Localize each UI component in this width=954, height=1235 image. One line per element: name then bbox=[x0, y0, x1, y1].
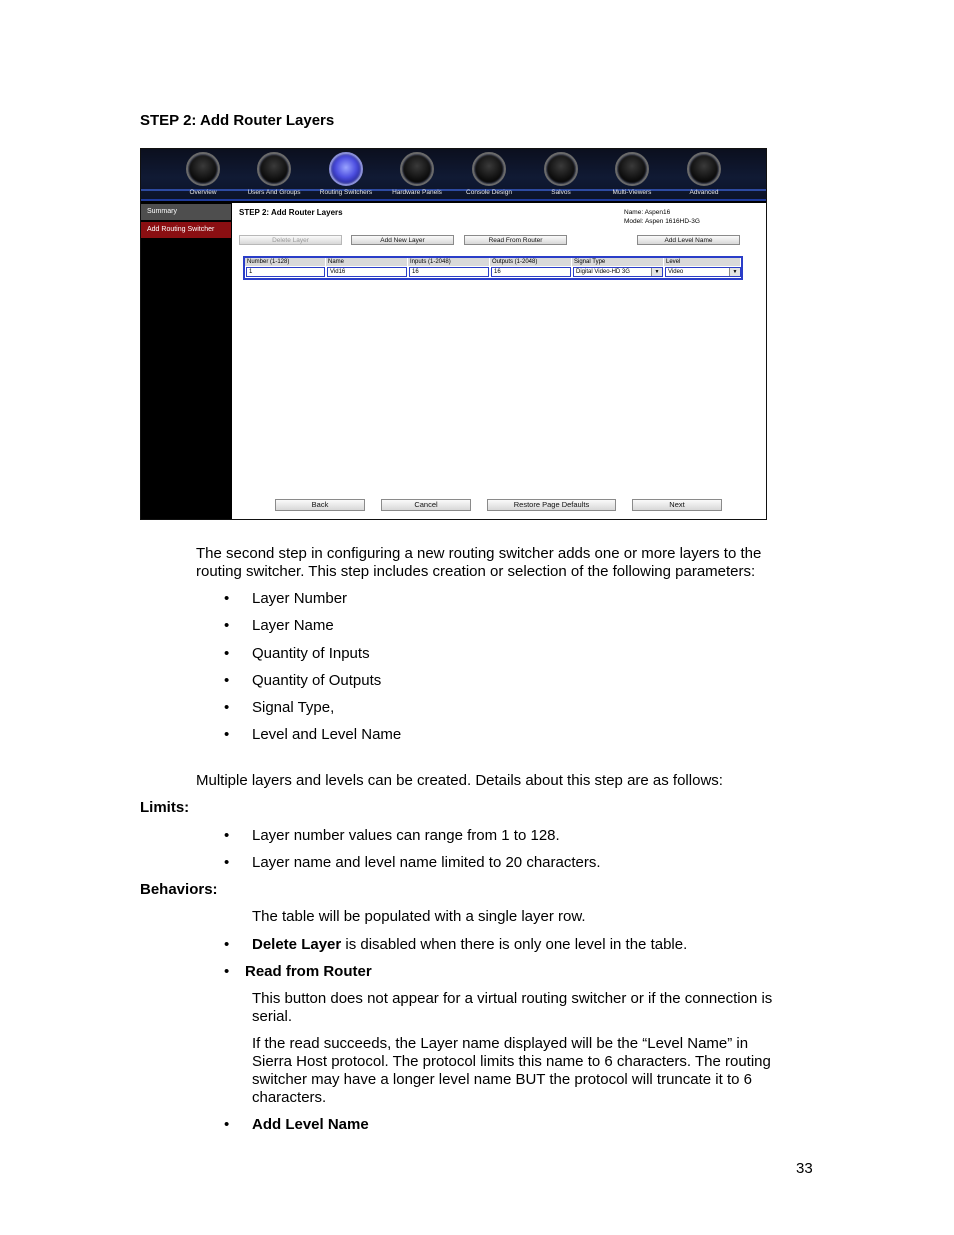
behaviors-heading: Behaviors: bbox=[140, 881, 218, 898]
list-item-text: Layer number values can range from 1 to 128. bbox=[252, 827, 560, 844]
nav-routing-switchers[interactable] bbox=[310, 152, 382, 199]
bullet-icon: • bbox=[224, 672, 230, 689]
nav-label: Users And Groups bbox=[247, 189, 301, 196]
read-from-router-button[interactable]: Read From Router bbox=[464, 235, 567, 245]
column-header: Level bbox=[664, 258, 741, 266]
list-item bbox=[224, 617, 624, 635]
delete-layer-label: Delete Layer bbox=[252, 936, 342, 953]
list-item-text: Layer name and level name limited to 20 characters. bbox=[252, 854, 601, 871]
orb-icon bbox=[615, 152, 649, 186]
chevron-down-icon[interactable]: ▼ bbox=[651, 268, 662, 276]
nav-users-and-groups[interactable] bbox=[238, 152, 310, 199]
orb-icon bbox=[329, 152, 363, 186]
inputs-input[interactable]: 16 bbox=[409, 267, 489, 277]
page-number: 33 bbox=[796, 1160, 813, 1177]
back-button[interactable]: Back bbox=[275, 499, 365, 511]
read-para-line: If the read succeeds, the Layer name displayed will be the “Level Name” in bbox=[252, 1035, 749, 1052]
read-para-line: Sierra Host protocol. The protocol limits this name to 6 characters. The routing bbox=[252, 1053, 771, 1070]
column-header: Signal Type bbox=[572, 258, 664, 266]
orb-icon bbox=[400, 152, 434, 186]
nav-divider bbox=[141, 199, 766, 201]
read-para-line: serial. bbox=[252, 1008, 293, 1025]
nav-label: Hardware Panels bbox=[392, 189, 442, 196]
list-item bbox=[224, 672, 624, 690]
bullet-icon: • bbox=[224, 963, 230, 980]
column-header: Outputs (1-2048) bbox=[490, 258, 572, 266]
list-item bbox=[224, 699, 624, 717]
orb-icon bbox=[544, 152, 578, 186]
nav-salvos[interactable] bbox=[525, 152, 597, 199]
list-item bbox=[224, 827, 644, 845]
top-nav-bar bbox=[141, 149, 766, 201]
list-item-text: Quantity of Inputs bbox=[252, 645, 370, 662]
level-value: Video bbox=[668, 269, 684, 275]
number-input[interactable]: 1 bbox=[246, 267, 325, 277]
list-item bbox=[224, 590, 624, 608]
list-item-text: Signal Type, bbox=[252, 699, 335, 716]
list-item-text: Quantity of Outputs bbox=[252, 672, 382, 689]
app-screenshot bbox=[140, 148, 767, 520]
list-item-text: Layer Name bbox=[252, 617, 334, 634]
nav-label: Overview bbox=[189, 189, 217, 196]
read-from-router-label: Read from Router bbox=[245, 963, 372, 980]
content-panel bbox=[232, 203, 766, 519]
nav-advanced[interactable] bbox=[668, 152, 740, 199]
column-header: Number (1-128) bbox=[245, 258, 326, 266]
bullet-icon: • bbox=[224, 854, 230, 871]
nav-label: Salvos bbox=[551, 189, 571, 196]
name-input[interactable]: Vid16 bbox=[327, 267, 407, 277]
nav-label: Multi-Viewers bbox=[612, 189, 652, 196]
list-item bbox=[224, 1116, 784, 1134]
add-level-name-label: Add Level Name bbox=[252, 1116, 369, 1133]
nav-label: Routing Switchers bbox=[319, 189, 373, 196]
read-para-line: characters. bbox=[252, 1089, 327, 1106]
multiple-layers-text: Multiple layers and levels can be created. Details about this step are as follows: bbox=[196, 772, 723, 789]
bullet-icon: • bbox=[224, 645, 230, 662]
orb-icon bbox=[186, 152, 220, 186]
delete-layer-button[interactable]: Delete Layer bbox=[239, 235, 342, 245]
behavior-intro: The table will be populated with a single layer row. bbox=[252, 908, 586, 925]
column-header: Name bbox=[326, 258, 408, 266]
limits-heading: Limits: bbox=[140, 799, 190, 816]
intro-line: routing switcher. This step includes creation or selection of the following parameters: bbox=[196, 563, 756, 580]
bullet-icon: • bbox=[224, 590, 230, 607]
restore-defaults-button[interactable]: Restore Page Defaults bbox=[487, 499, 616, 511]
router-name: Name: Aspen16 bbox=[624, 209, 671, 216]
chevron-down-icon[interactable]: ▼ bbox=[729, 268, 740, 276]
panel-title: STEP 2: Add Router Layers bbox=[239, 208, 343, 217]
list-item-text: Level and Level Name bbox=[252, 726, 402, 743]
intro-line: The second step in configuring a new routing switcher adds one or more layers to the bbox=[196, 545, 762, 562]
bullet-icon: • bbox=[224, 1116, 230, 1133]
bullet-icon: • bbox=[224, 827, 230, 844]
nav-label: Console Design bbox=[466, 189, 512, 196]
column-header: Inputs (1-2048) bbox=[408, 258, 490, 266]
orb-icon bbox=[472, 152, 506, 186]
list-item bbox=[224, 936, 784, 954]
orb-icon bbox=[687, 152, 721, 186]
add-new-layer-button[interactable]: Add New Layer bbox=[351, 235, 454, 245]
list-item-text: Layer Number bbox=[252, 590, 348, 607]
nav-console-design[interactable] bbox=[453, 152, 525, 199]
read-para-line: This button does not appear for a virtual routing switcher or if the connection is bbox=[252, 990, 773, 1007]
next-button[interactable]: Next bbox=[632, 499, 722, 511]
delete-layer-desc: is disabled when there is only one level in the table. bbox=[341, 936, 688, 953]
bullet-icon: • bbox=[224, 936, 230, 953]
orb-icon bbox=[257, 152, 291, 186]
read-para-line: switcher may have a longer level name BUT the protocol will truncate it to 6 bbox=[252, 1071, 752, 1088]
signal-type-value: Digital Video-HD 3G bbox=[576, 269, 630, 275]
level-select[interactable] bbox=[665, 267, 741, 277]
section-heading: STEP 2: Add Router Layers bbox=[140, 112, 335, 129]
nav-label: Advanced bbox=[689, 189, 719, 196]
list-item bbox=[224, 726, 624, 744]
list-item bbox=[224, 854, 644, 872]
sidebar-item-add-routing-switcher[interactable]: Add Routing Switcher bbox=[141, 222, 231, 238]
sidebar bbox=[141, 203, 231, 519]
outputs-input[interactable]: 16 bbox=[491, 267, 571, 277]
add-level-name-button[interactable]: Add Level Name bbox=[637, 235, 740, 245]
bullet-icon: • bbox=[224, 699, 230, 716]
nav-overview[interactable] bbox=[167, 152, 239, 199]
list-item-text bbox=[252, 936, 687, 954]
nav-multi-viewers[interactable] bbox=[596, 152, 668, 199]
bullet-icon: • bbox=[224, 617, 230, 634]
bullet-icon: • bbox=[224, 726, 230, 743]
layer-table bbox=[243, 256, 743, 280]
router-model: Model: Aspen 1616HD-3G bbox=[624, 218, 700, 225]
sidebar-item-summary[interactable]: Summary bbox=[141, 204, 231, 220]
cancel-button[interactable]: Cancel bbox=[381, 499, 471, 511]
list-item bbox=[224, 963, 784, 981]
list-item bbox=[224, 645, 624, 663]
nav-hardware-panels[interactable] bbox=[381, 152, 453, 199]
signal-type-select[interactable] bbox=[573, 267, 663, 277]
